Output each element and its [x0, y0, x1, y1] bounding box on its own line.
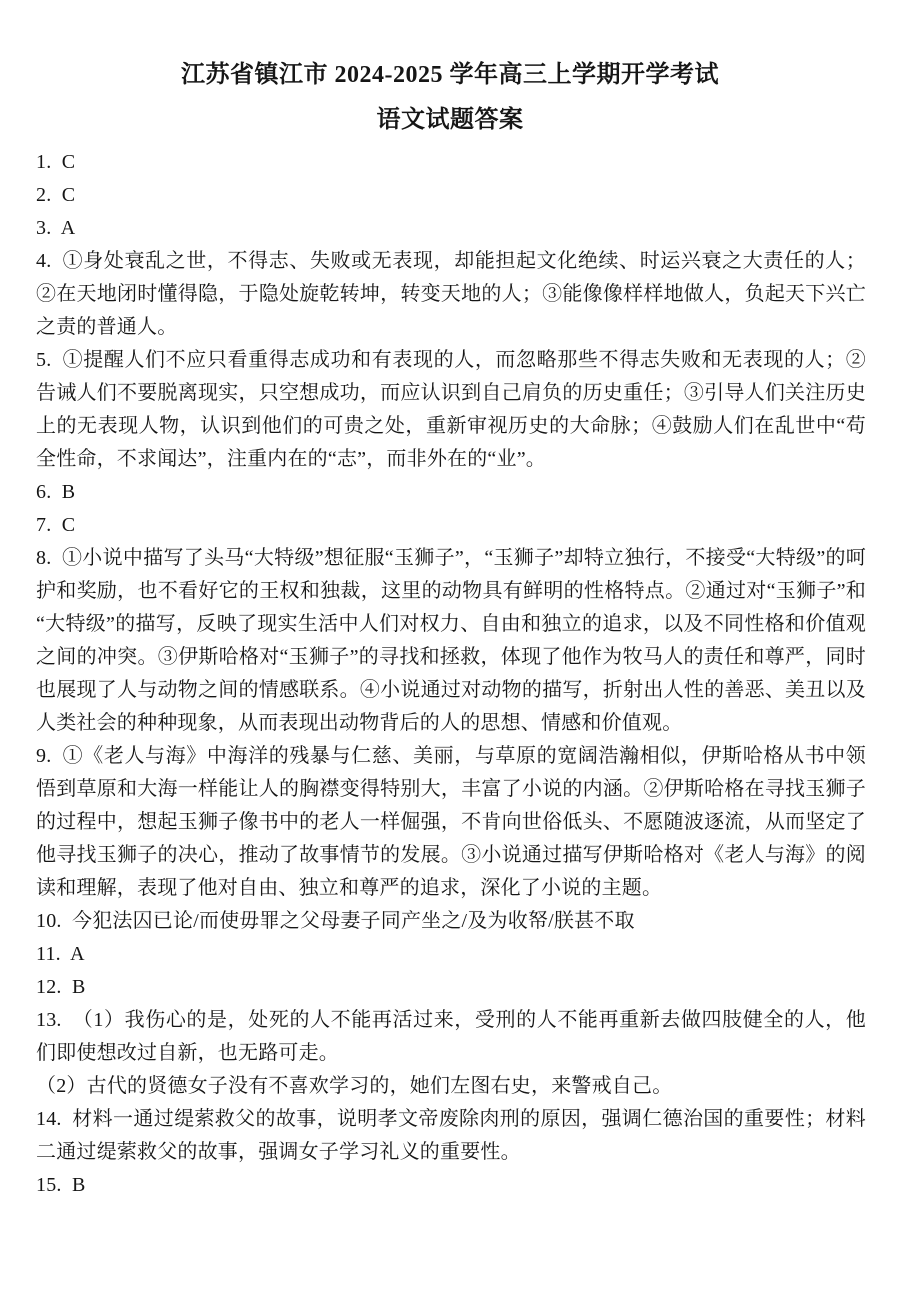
answer-item-12: 12. B: [36, 976, 86, 999]
answer-item-7: 7. C: [36, 514, 76, 537]
answer-item-13-part-1: 13. （1）我伤心的是，处死的人不能再活过来，受刑的人不能再重新去做四肢健全的人，他们即使想改过自新，也无路可走。: [36, 1009, 866, 1065]
answer-item-2: 2. C: [36, 184, 76, 207]
answer-item-11: 11. A: [36, 943, 85, 966]
answer-item-3: 3. A: [36, 217, 76, 240]
answer-item-1: 1. C: [36, 151, 76, 174]
answer-item-6: 6. B: [36, 481, 76, 504]
answer-item-15: 15. B: [36, 1174, 86, 1197]
answer-item-4: 4. ①身处衰乱之世，不得志、失败或无表现，却能担起文化绝续、时运兴衰之大责任的人；②在天地闭时懂得隐，于隐处旋乾转坤，转变天地的人；③能像像样样地做人，负起天下兴亡之责的普通人。: [36, 250, 866, 339]
document-title: 江苏省镇江市 2024-2025 学年高三上学期开学考试: [181, 62, 719, 88]
answers-list: [36, 146, 866, 1202]
answer-item-5: 5. ①提醒人们不应只看重得志成功和有表现的人，而忽略那些不得志失败和无表现的人；②告诫人们不要脱离现实，只空想成功，而应认识到自己肩负的历史重任；③引导人们关注历史上的无表现人物，认识到他们的可贵之处，重新审视历史的大命脉；④鼓励人们在乱世中“苟全性命，不求闻达”，注重内在的“志”，而非外在的“业”。: [36, 349, 866, 471]
answer-item-13-part-2: （2）古代的贤德女子没有不喜欢学习的，她们左图右史，来警戒自己。: [36, 1075, 673, 1098]
document-subtitle: 语文试题答案: [376, 106, 524, 133]
answer-item-14: 14. 材料一通过缇萦救父的故事，说明孝文帝废除肉刑的原因，强调仁德治国的重要性；材料二通过缇萦救父的故事，强调女子学习礼义的重要性。: [36, 1108, 866, 1164]
answer-item-10: 10. 今犯法囚已论/而使毋罪之父母妻子同产坐之/及为收帑/朕甚不取: [36, 910, 635, 933]
answer-item-9: 9. ①《老人与海》中海洋的残暴与仁慈、美丽，与草原的宽阔浩瀚相似，伊斯哈格从书中领悟到草原和大海一样能让人的胸襟变得特别大，丰富了小说的内涵。②伊斯哈格在寻找玉狮子的过程中，想起玉狮子像书中的老人一样倔强，不肯向世俗低头、不愿随波逐流，从而坚定了他寻找玉狮子的决心，推动了故事情节的发展。③小说通过描写伊斯哈格对《老人与海》的阅读和理解，表现了他对自由、独立和尊严的追求，深化了小说的主题。: [36, 745, 866, 900]
answer-item-8: 8. ①小说中描写了头马“大特级”想征服“玉狮子”，“玉狮子”却特立独行，不接受“大特级”的呵护和奖励，也不看好它的王权和独裁，这里的动物具有鲜明的性格特点。②通过对“玉狮子”和“大特级”的描写，反映了现实生活中人们对权力、自由和独立的追求，以及不同性格和价值观之间的冲突。③伊斯哈格对“玉狮子”的寻找和拯救，体现了他作为牧马人的责任和尊严，同时也展现了人与动物之间的情感联系。④小说通过对动物的描写，折射出人性的善恶、美丑以及人类社会的种种现象，从而表现出动物背后的人的思想、情感和价值观。: [36, 547, 866, 735]
